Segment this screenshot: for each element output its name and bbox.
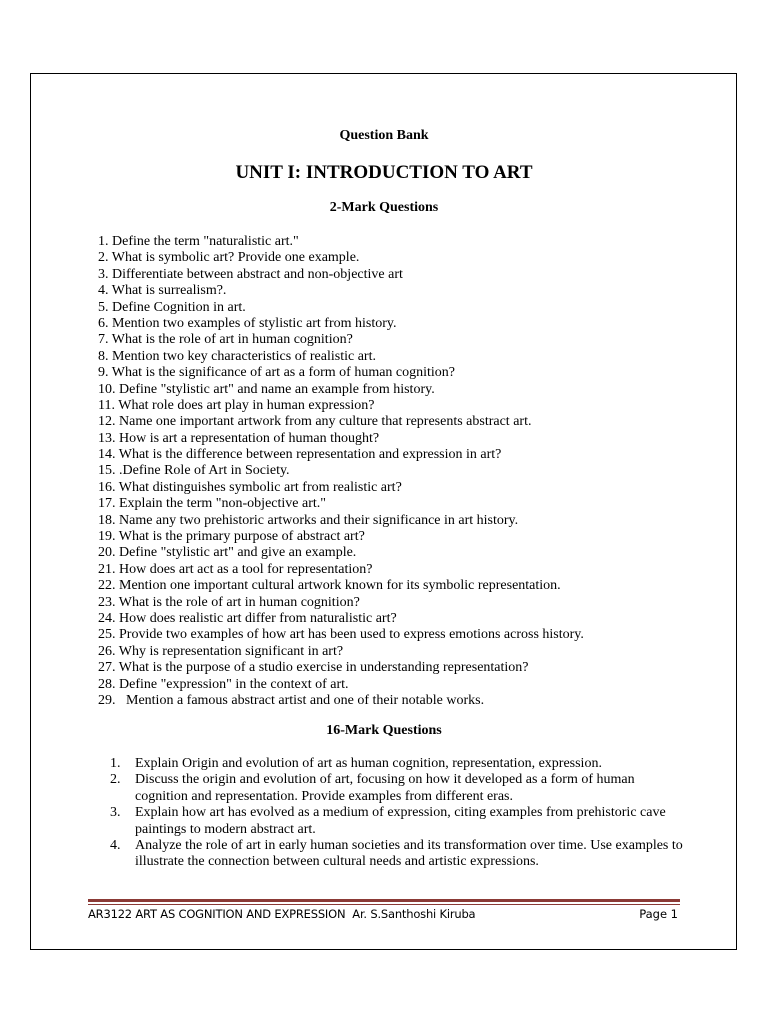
list-item <box>98 398 584 414</box>
list-item <box>98 660 584 676</box>
item-number: 29. <box>98 692 116 708</box>
list-item <box>110 838 690 871</box>
item-text: Mention two examples of stylistic art from history. <box>112 315 397 331</box>
list-item <box>98 545 584 561</box>
list-item <box>98 283 584 299</box>
item-text: Name any two prehistoric artworks and their significance in art history. <box>119 512 519 528</box>
item-number: 1. <box>98 234 109 249</box>
footer-rule <box>88 899 680 902</box>
list-item <box>98 332 584 348</box>
list-item <box>98 627 584 643</box>
list-item <box>98 480 584 496</box>
item-number: 23. <box>98 594 116 610</box>
item-text: What is surrealism?. <box>111 283 227 299</box>
list-item <box>98 463 584 479</box>
item-text: Define Cognition in art. <box>112 299 246 315</box>
item-number: 4. <box>98 283 109 299</box>
item-text: Provide two examples of how art has been used to express emotions across history. <box>119 627 584 643</box>
list-item <box>98 447 584 463</box>
item-number: 1. <box>110 756 121 771</box>
item-text: What is the purpose of a studio exercise in understanding representation? <box>118 660 529 676</box>
item-text: Analyze the role of art in early human societies and its transformation over time. Use examples to illustrate the connection between cultural needs and artistic expressions. <box>135 838 683 870</box>
item-text: What is symbolic art? Provide one example. <box>111 250 360 266</box>
list-item <box>98 513 584 529</box>
item-text: What is the significance of art as a form of human cognition? <box>111 365 456 381</box>
sixteen-mark-question-list <box>110 756 690 871</box>
item-number: 6. <box>98 315 109 331</box>
item-text: Define the term "naturalistic art." <box>112 234 299 249</box>
item-number: 28. <box>98 676 116 692</box>
list-item <box>98 267 584 283</box>
item-number: 18. <box>98 512 116 528</box>
item-number: 3. <box>98 266 109 282</box>
list-item <box>110 772 690 805</box>
item-text: Explain the term "non-objective art." <box>119 496 326 512</box>
item-text: Mention two key characteristics of realistic art. <box>112 348 376 364</box>
item-number: 9. <box>98 365 109 381</box>
item-text: What is the role of art in human cognition? <box>118 594 360 610</box>
list-item <box>110 756 690 772</box>
list-item <box>98 300 584 316</box>
list-item <box>98 562 584 578</box>
item-text: Explain Origin and evolution of art as human cognition, representation, expression. <box>135 756 602 771</box>
item-text: Explain how art has evolved as a medium of expression, citing examples from prehistoric cave paintings to modern abstract art. <box>135 805 666 837</box>
unit-title: UNIT I: INTRODUCTION TO ART <box>235 162 533 183</box>
two-mark-section-title: 2-Mark Questions <box>329 200 439 215</box>
list-item <box>98 611 584 627</box>
item-text: What is the primary purpose of abstract art? <box>118 529 365 545</box>
list-item <box>98 349 584 365</box>
item-number: 20. <box>98 545 116 561</box>
item-text: Define "stylistic art" and give an example. <box>119 545 357 561</box>
list-item <box>98 250 584 266</box>
question-bank-heading: Question Bank <box>339 128 429 143</box>
item-number: 19. <box>98 529 116 545</box>
list-item <box>98 578 584 594</box>
item-number: 27. <box>98 660 116 676</box>
item-number: 2. <box>98 250 109 266</box>
item-text: Mention a famous abstract artist and one of their notable works. <box>119 692 485 708</box>
item-number: 13. <box>98 430 116 446</box>
list-item <box>98 382 584 398</box>
item-number: 25. <box>98 627 116 643</box>
item-text: What is the difference between representation and expression in art? <box>118 447 502 463</box>
list-item <box>98 431 584 447</box>
footer-course-info: AR3122 ART AS COGNITION AND EXPRESSION Ar. S.Santhoshi Kiruba <box>88 907 476 921</box>
item-number: 3. <box>110 805 121 821</box>
item-number: 17. <box>98 496 116 512</box>
item-number: 16. <box>98 479 116 495</box>
item-number: 11. <box>98 397 115 413</box>
item-text: Discuss the origin and evolution of art, focusing on how it developed as a form of human cognition and representation. Provide examples from different eras. <box>135 772 635 804</box>
list-item <box>98 693 584 709</box>
item-text: Differentiate between abstract and non-objective art <box>112 266 403 282</box>
item-text: .Define Role of Art in Society. <box>119 463 290 479</box>
list-item <box>98 529 584 545</box>
item-number: 15. <box>98 463 116 479</box>
sixteen-mark-section-title: 16-Mark Questions <box>326 723 442 738</box>
footer-rule-thin <box>88 904 680 905</box>
list-item <box>98 234 584 250</box>
item-number: 8. <box>98 348 109 364</box>
item-text: Name one important artwork from any culture that represents abstract art. <box>119 414 532 430</box>
item-text: How does art act as a tool for representation? <box>119 561 373 577</box>
list-item <box>98 496 584 512</box>
item-number: 10. <box>98 381 116 397</box>
list-item <box>98 414 584 430</box>
item-number: 22. <box>98 578 116 594</box>
page-number: Page 1 <box>639 907 678 921</box>
list-item <box>98 677 584 693</box>
item-number: 26. <box>98 643 116 659</box>
list-item <box>98 365 584 381</box>
list-item <box>98 644 584 660</box>
item-number: 2. <box>110 772 121 788</box>
item-text: How is art a representation of human thought? <box>119 430 380 446</box>
item-text: What role does art play in human expression? <box>118 397 375 413</box>
item-number: 7. <box>98 332 109 348</box>
item-number: 4. <box>110 838 121 854</box>
list-item <box>98 595 584 611</box>
list-item <box>98 316 584 332</box>
item-number: 21. <box>98 561 116 577</box>
list-item <box>110 805 690 838</box>
item-text: What distinguishes symbolic art from realistic art? <box>118 479 402 495</box>
item-text: How does realistic art differ from naturalistic art? <box>119 610 397 626</box>
item-text: Define "expression" in the context of art. <box>119 676 349 692</box>
item-text: What is the role of art in human cognition? <box>111 332 353 348</box>
item-text: Mention one important cultural artwork known for its symbolic representation. <box>119 578 561 594</box>
two-mark-question-list <box>98 234 584 709</box>
item-number: 5. <box>98 299 109 315</box>
item-number: 12. <box>98 414 116 430</box>
item-number: 14. <box>98 447 116 463</box>
item-number: 24. <box>98 610 116 626</box>
item-text: Why is representation significant in art? <box>118 643 344 659</box>
item-text: Define "stylistic art" and name an example from history. <box>119 381 435 397</box>
